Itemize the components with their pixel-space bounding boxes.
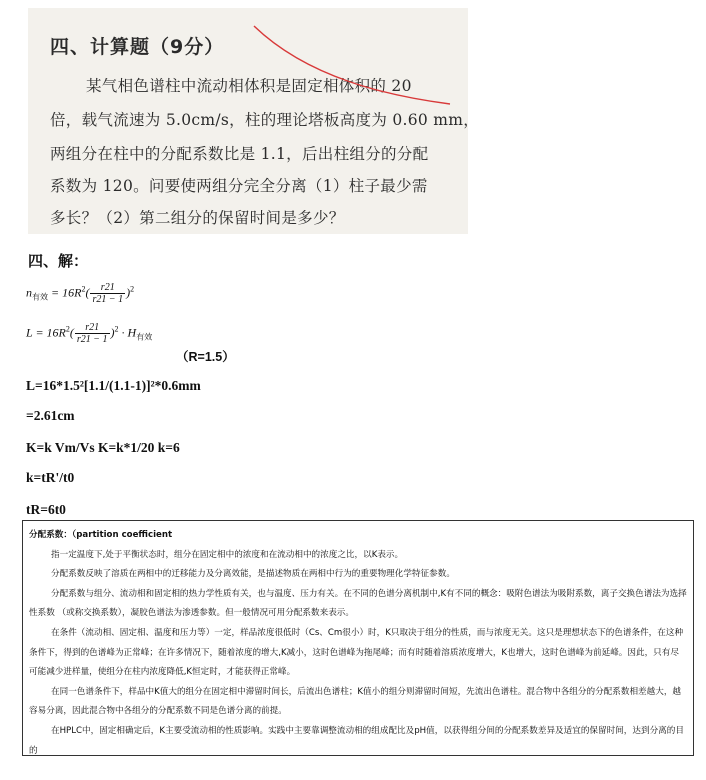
box-paragraph: 指一定温度下,处于平衡状态时，组分在固定相中的浓度和在流动相中的浓度之比，以K表示。 xyxy=(51,549,404,560)
formula-plate-number: $n_{有效} = 16R^2$( $\frac{r21}{r21 - 1}$ )$^2$ xyxy=(26,282,135,305)
formula2-lhs: L = 16R xyxy=(26,325,66,340)
formula1-tail-sup: 2 xyxy=(130,284,135,294)
formula2-tail-sup: 2 xyxy=(114,324,119,334)
resolution-note: （R=1.5） xyxy=(176,350,235,364)
formula2-den: r21 − 1 xyxy=(76,334,108,345)
red-pen-mark xyxy=(28,8,468,128)
formula1-den: r21 − 1 xyxy=(92,294,124,305)
question-line: 倍，载气流速为 5.0cm/s，柱的理论塔板高度为 0.60 mm， xyxy=(50,111,480,129)
box-paragraph: 在HPLC中，固定相确定后，K主要受流动相的性质影响。实践中主要靠调整流动相的组成配比及pH值，以获得组分间的分配系数差异及适宜的保留时间，达到分离的目的 xyxy=(29,725,684,756)
formula1-sup: 2 xyxy=(81,284,86,294)
formula1-fraction xyxy=(90,282,125,305)
formula1-mid: = 16R xyxy=(48,285,82,300)
formula1-num: r21 xyxy=(90,282,125,294)
formula1-lhs-sub: 有效 xyxy=(32,292,48,302)
box-heading: 分配系数：（partition coefficient xyxy=(29,530,173,540)
formula2-tail-sub: 有效 xyxy=(136,332,153,342)
box-paragraph: 分配系数反映了溶质在两相中的迁移能力及分离效能，是描述物质在两相中行为的重要物理化学特征参数。 xyxy=(51,569,455,580)
question-line: 多长？（2）第二组分的保留时间是多少？ xyxy=(50,209,345,227)
calc-line: =2.61cm xyxy=(26,408,75,423)
calc-line: L=16*1.5²[1.1/(1.1-1)]²*0.6mm xyxy=(26,378,201,393)
box-paragraph: 在同一色谱条件下，样品中K值大的组分在固定相中滞留时间长，后流出色谱柱；K值小的组分则滞留时间短，先流出色谱柱。混合物中各组分的分配系数相差越大，越容易分离，因此混合物中各组分的分配系数不同是色谱分离的前提。 xyxy=(29,686,682,717)
box-paragraph: 在条件（流动相、固定相、温度和压力等）一定，样品浓度很低时（Cs、Cm很小）时，K只取决于组分的性质，而与浓度无关。这只是理想状态下的色谱条件，在这种条件下，得到的色谱峰为正常峰；在许多情况下，随着浓度的增大,K减小，这时色谱峰为拖尾峰；而有时随着溶质浓度增大，K也增大，这时色谱峰为前延峰。因此，只有尽可能减少进样量，使组分在柱内浓度降低,K恒定时，才能获得正常峰。 xyxy=(29,627,684,678)
question-line: 两组分在柱中的分配系数比是 1.1，后出柱组分的分配 xyxy=(50,145,429,163)
answer-heading: 四、解： xyxy=(28,252,89,270)
question-title: 四、计算题（9分） xyxy=(50,36,225,58)
calc-line: k=tR'/t0 xyxy=(26,470,75,485)
formula-column-length: $L = 16R^2$( $\frac{r21}{r21 - 1}$ )$^2 \cdot H_{有效}$ xyxy=(26,322,153,345)
formula1-lhs: n xyxy=(26,285,32,300)
formula2-num: r21 xyxy=(75,322,110,334)
question-line: 系数为 120。问要使两组分完全分离（1）柱子最少需 xyxy=(50,177,428,195)
question-scan xyxy=(28,8,480,234)
box-paragraph: 分配系数与组分、流动相和固定相的热力学性质有关，也与温度、压力有关。在不同的色谱分离机制中,K有不同的概念：吸附色谱法为吸附系数，离子交换色谱法为选择性系数 （或称交换系数），凝胶色谱法为渗透参数。但一般情况可用分配系数来表示。 xyxy=(29,588,687,619)
explanation-box xyxy=(22,520,694,756)
question-line: 某气相色谱柱中流动相体积是固定相体积的 20 xyxy=(86,77,412,95)
calc-line: K=k Vm/Vs K=k*1/20 k=6 xyxy=(26,440,180,455)
formula2-fraction xyxy=(75,322,110,345)
formula2-tail: · H xyxy=(121,325,137,340)
formula2-sup: 2 xyxy=(65,324,70,334)
calc-line: tR=6t0 xyxy=(26,502,66,517)
